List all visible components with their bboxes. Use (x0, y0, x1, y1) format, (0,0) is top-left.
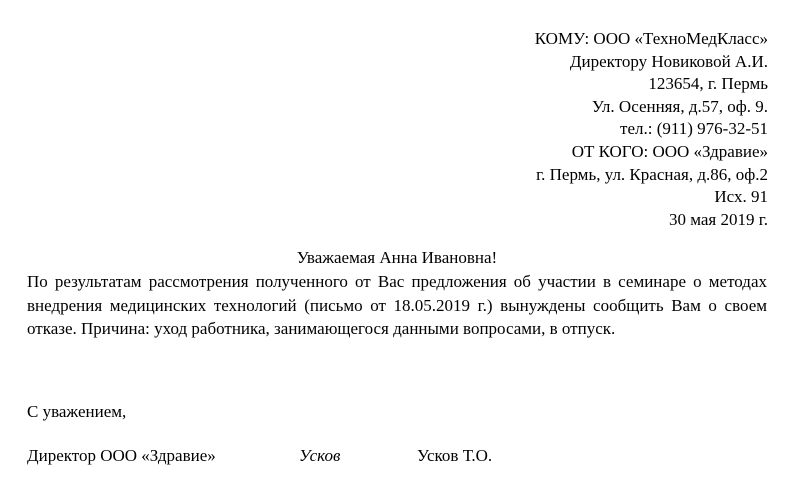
recipient-phone: тел.: (911) 976-32-51 (620, 119, 768, 139)
letter-closing: С уважением, (27, 402, 127, 421)
sender-address: г. Пермь, ул. Красная, д.86, оф.2 (536, 164, 768, 184)
sender-from: ОТ КОГО: ООО «Здравие» (571, 141, 768, 161)
recipient-to: КОМУ: ООО «ТехноМедКласс» (534, 29, 768, 48)
outgoing-number: Исх. 91 (714, 187, 768, 207)
letter-body: По результатам рассмотрения полученного от Вас предложения об участии в семинаре о методах внедрения медицинских технологий (письмо от 18.05.2019 г.) вынуждены сообщить Вам о своем отказе. Причина: уход работника, занимающегося данными вопросами, в отпуск. (27, 272, 767, 338)
letter-header (448, 28, 768, 231)
recipient-name: Директору Новиковой А.И. (569, 51, 768, 71)
letter-date: 30 мая 2019 г. (668, 209, 768, 229)
signature-role: Директор ООО «Здравие» (27, 446, 216, 465)
recipient-city: 123654, г. Пермь (648, 74, 768, 94)
signature-handwritten: Усков (299, 446, 341, 465)
letter-greeting: Уважаемая Анна Ивановна! (296, 248, 498, 267)
signature-name: Усков Т.О. (417, 446, 493, 465)
recipient-address: Ул. Осенняя, д.57, оф. 9. (591, 96, 768, 116)
